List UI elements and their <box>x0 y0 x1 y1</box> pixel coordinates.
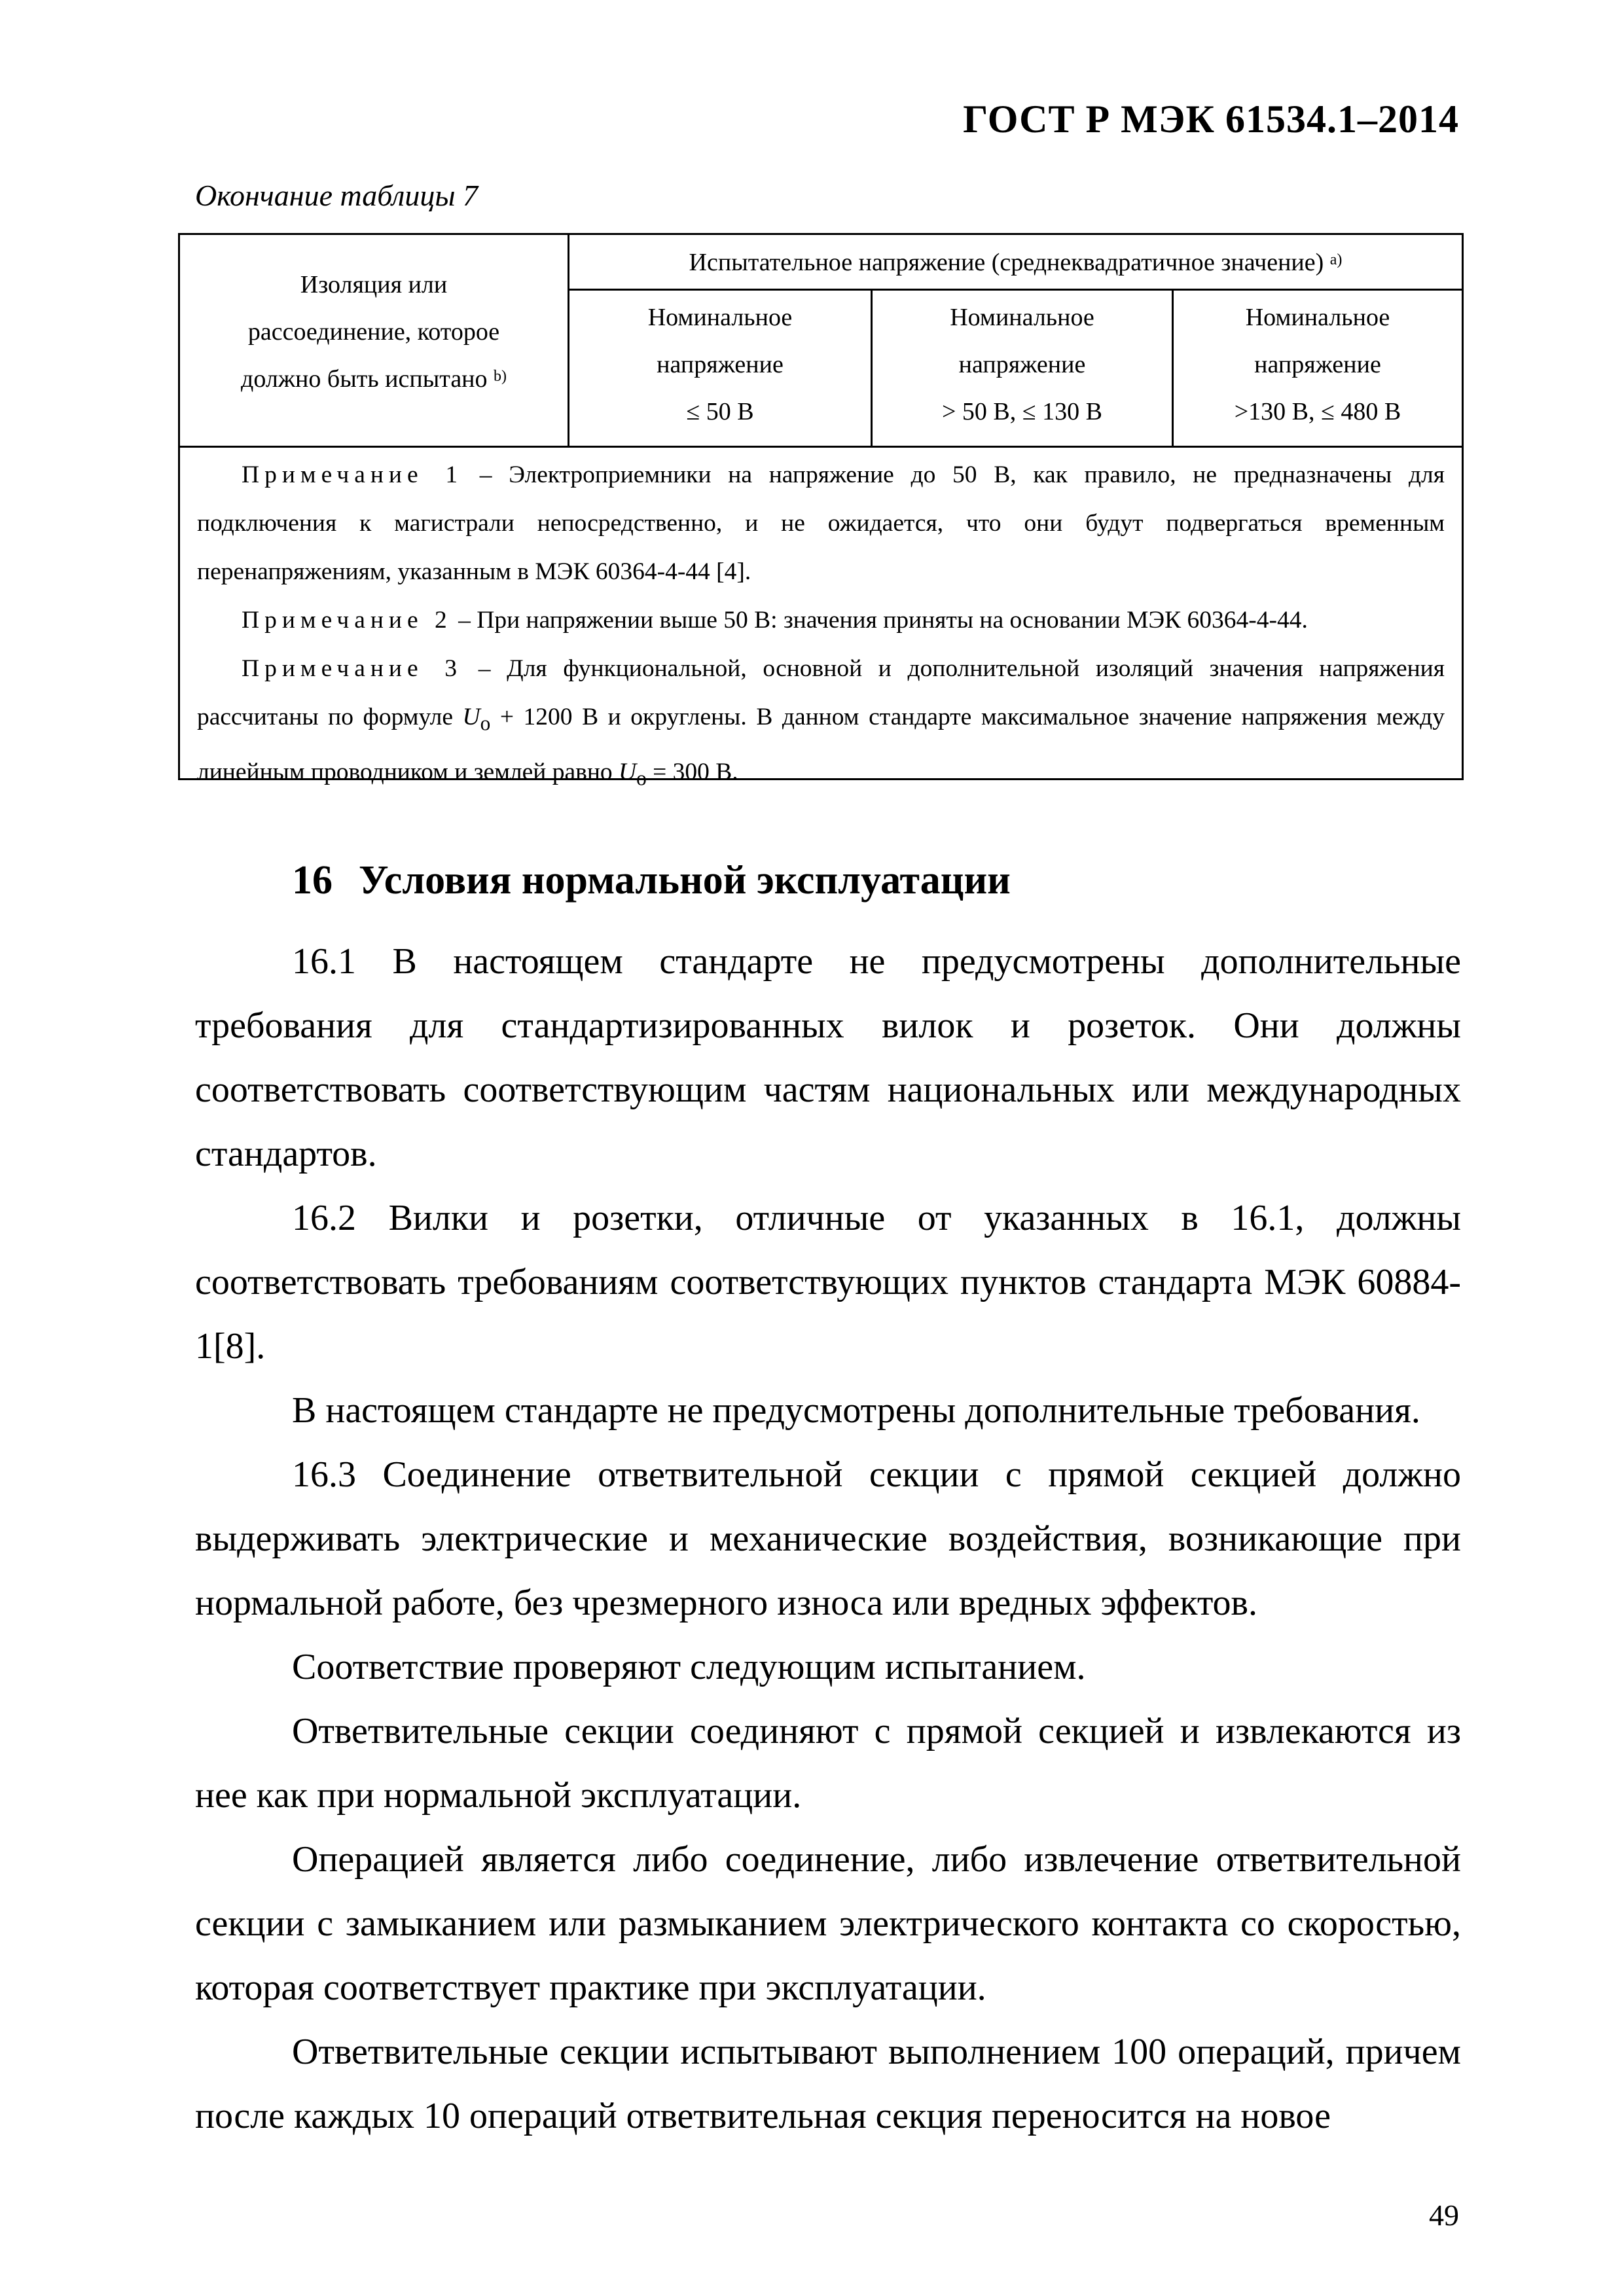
note-3-label: Примечание 3 <box>242 655 463 682</box>
column-2-line-3: > 50 В, ≤ 130 В <box>942 398 1102 425</box>
note-2-text: – При напряжении выше 50 В: значения приняты на основании МЭК 60364-4-44. <box>452 607 1308 634</box>
formula-var-u-2: U <box>619 758 637 785</box>
table-notes <box>197 451 1445 802</box>
note-1 <box>197 451 1445 596</box>
formula-sub-o: o <box>480 711 491 735</box>
section-title-text: Условия нормальной эксплуатации <box>359 858 1011 903</box>
table-hline-notes <box>180 446 1462 448</box>
note-3-text-b: + 1200 В и округлены. В данном стандарте максимальное значение напряжения между линейным проводником и землей равно <box>197 704 1445 785</box>
column-3-line-1: Номинальное <box>1245 304 1390 331</box>
paragraph-16-2: 16.2 Вилки и розетки, отличные от указанных в 16.1, должны соответствовать требованиям соответствующих пунктов стандарта МЭК 60884-1[8]. <box>195 1198 1461 1367</box>
paragraph-16-3: 16.3 Соединение ответвительной секции с прямой секцией должно выдерживать электрические и механические воздействия, возникающие при нормальной работе, без чрезмерного износа или вредных эффектов. <box>195 1454 1461 1623</box>
row-header-cell <box>180 261 568 403</box>
section-heading <box>292 857 1011 904</box>
column-1-line-1: Номинальное <box>647 304 793 331</box>
formula-sub-o-2: o <box>636 766 647 789</box>
note-1-text: – Электроприемники на напряжение до 50 В, как правило, не предназначены для подключения к магистрали непосредственно, и не ожидается, что они будут подвергаться временным перенапряжениям, указанным в МЭК 60364-4-44 [4]. <box>197 461 1445 585</box>
note-2-label: Примечание 2 <box>242 607 452 634</box>
row-header-line-1: Изоляция или <box>300 271 448 298</box>
column-1-line-2: напряжение <box>657 351 784 378</box>
footnote-a-marker: a) <box>1329 251 1343 268</box>
paragraph-no-extra-reqs: В настоящем стандарте не предусмотрены дополнительные требования. <box>292 1390 1420 1431</box>
column-header-2 <box>873 294 1172 435</box>
row-header-line-3 <box>180 355 568 403</box>
page-number: 49 <box>1429 2198 1459 2232</box>
section-number: 16 <box>292 858 333 903</box>
voltage-table <box>178 233 1464 789</box>
paragraph-16-1: 16.1 В настоящем стандарте не предусмотрены дополнительные требования для стандартизированных вилок и розеток. Они должны соответствовать соответствующим частям национальных или международных стандартов. <box>195 941 1461 1174</box>
group-header-text: Испытательное напряжение (среднеквадратичное значение) <box>689 249 1324 276</box>
note-3-text-c: = 300 В. <box>646 758 738 785</box>
column-header-3 <box>1174 294 1462 435</box>
column-2-line-1: Номинальное <box>950 304 1094 331</box>
note-3 <box>197 645 1445 802</box>
paragraph-connection: Ответвительные секции соединяют с прямой секцией и извлекаются из нее как при нормальной эксплуатации. <box>195 1711 1461 1816</box>
row-header-line-2: рассоединение, которое <box>247 318 500 346</box>
column-header-1 <box>569 294 871 435</box>
note-2 <box>197 596 1445 645</box>
note-1-label: Примечание 1 <box>242 461 463 488</box>
table-hline-group <box>568 289 1462 291</box>
column-3-line-2: напряжение <box>1254 351 1381 378</box>
paragraph-operation: Операцией является либо соединение, либо извлечение ответвительной секции с замыканием или размыканием электрического контакта со скоростью, которая соответствует практике при эксплуатации. <box>195 1839 1461 2008</box>
formula-var-u: U <box>462 704 480 730</box>
column-3-line-3: >130 В, ≤ 480 В <box>1234 398 1401 425</box>
document-header: ГОСТ Р МЭК 61534.1–2014 <box>963 98 1459 141</box>
table-caption: Окончание таблицы 7 <box>195 179 478 212</box>
paragraph-test-cycles: Ответвительные секции испытывают выполнением 100 операций, причем после каждых 10 операций ответвительная секция переносится на новое <box>195 2032 1461 2136</box>
row-header-text: должно быть испытано <box>240 365 488 393</box>
column-1-line-3: ≤ 50 В <box>686 398 754 425</box>
group-header-cell <box>569 236 1462 289</box>
note-3-text-a: – Для функциональной, основной и дополнительной изоляций значения напряжения рассчитаны по формуле <box>197 655 1445 730</box>
footnote-b-marker: b) <box>494 368 507 385</box>
paragraph-compliance: Соответствие проверяют следующим испытанием. <box>292 1647 1086 1687</box>
section-body <box>195 929 1461 2148</box>
column-2-line-2: напряжение <box>958 351 1086 378</box>
